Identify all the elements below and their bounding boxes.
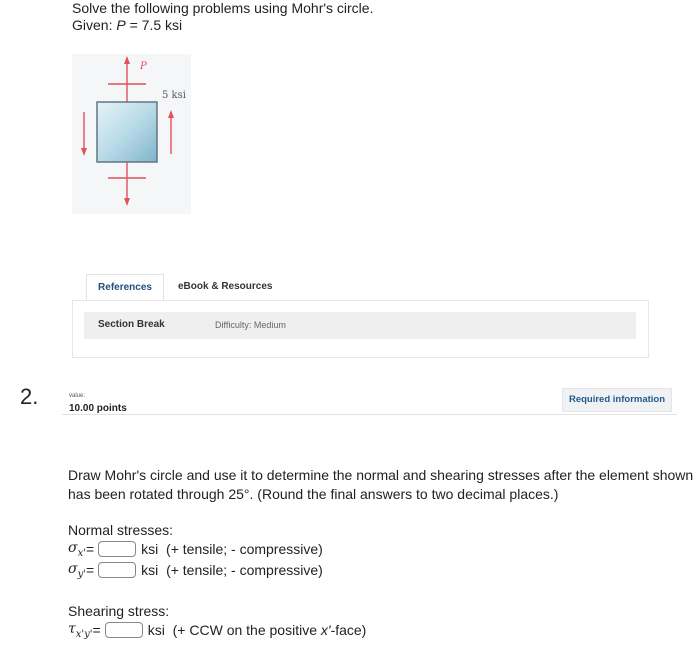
given-variable: P — [116, 17, 126, 33]
section-break-bar — [84, 312, 636, 339]
sigma-x-unit: ksi — [141, 541, 159, 558]
problem-intro — [72, 0, 373, 34]
sigma-x-symbol: $\sigma_{x'}$ — [68, 540, 86, 559]
section-break-title: Section Break — [98, 319, 165, 330]
load-arrow-top-head — [124, 56, 130, 64]
tau-row: $\tau_{x'y'}$ = ksi (+ CCW on the positive x'-face) — [68, 621, 367, 640]
question-text: Draw Mohr's circle and use it to determine the normal and shearing stresses after the element shown has been rotated through 25°. (Round the final answers to two decimal places.) — [68, 467, 694, 502]
question-number: 2. — [20, 384, 39, 409]
given-line: Given: P = 7.5 ksi — [72, 17, 183, 33]
stress-element-figure — [72, 54, 191, 214]
shear-stress-label: 5 ksi — [162, 90, 186, 101]
tau-symbol: $\tau_{x'y'}$ — [68, 621, 93, 640]
stress-element-diagram — [72, 54, 191, 214]
tab-ebook-resources[interactable]: eBook & Resources — [178, 281, 273, 292]
load-arrow-bottom-head — [124, 198, 130, 206]
tau-input[interactable] — [105, 622, 143, 638]
value-label: value: — [69, 393, 86, 399]
stress-element — [97, 102, 157, 162]
points-value: 10.00 points — [69, 403, 127, 414]
sigma-y-symbol: $\sigma_{y'}$ — [68, 561, 86, 580]
sigma-y-input[interactable] — [98, 562, 136, 578]
tau-unit: ksi — [147, 622, 165, 639]
normal-stresses-heading: Normal stresses: — [68, 522, 174, 538]
instruction-text: Solve the following problems using Mohr's circle. — [72, 0, 374, 16]
load-label-p: P — [140, 61, 147, 72]
question-divider — [62, 414, 677, 415]
shearing-stress-heading: Shearing stress: — [68, 603, 170, 619]
tau-note: (+ CCW on the positive x'-face) — [172, 622, 367, 639]
shear-arrow-left-head — [81, 148, 87, 156]
sigma-y-note: (+ tensile; - compressive) — [166, 562, 323, 579]
given-value: = 7.5 ksi — [125, 17, 183, 33]
sigma-x-note: (+ tensile; - compressive) — [166, 541, 323, 558]
sigma-y-row: $\sigma_{y'}$ = ksi (+ tensile; - compressive) — [68, 561, 323, 580]
sigma-y-unit: ksi — [141, 562, 159, 579]
sigma-x-input[interactable] — [98, 541, 136, 557]
tab-references[interactable]: References — [86, 274, 164, 301]
required-information-button[interactable]: Required information — [562, 388, 672, 412]
difficulty-label: Difficulty: Medium — [215, 320, 286, 330]
shear-arrow-right-head — [168, 110, 174, 118]
sigma-x-row: $\sigma_{x'}$ = ksi (+ tensile; - compressive) — [68, 540, 323, 559]
